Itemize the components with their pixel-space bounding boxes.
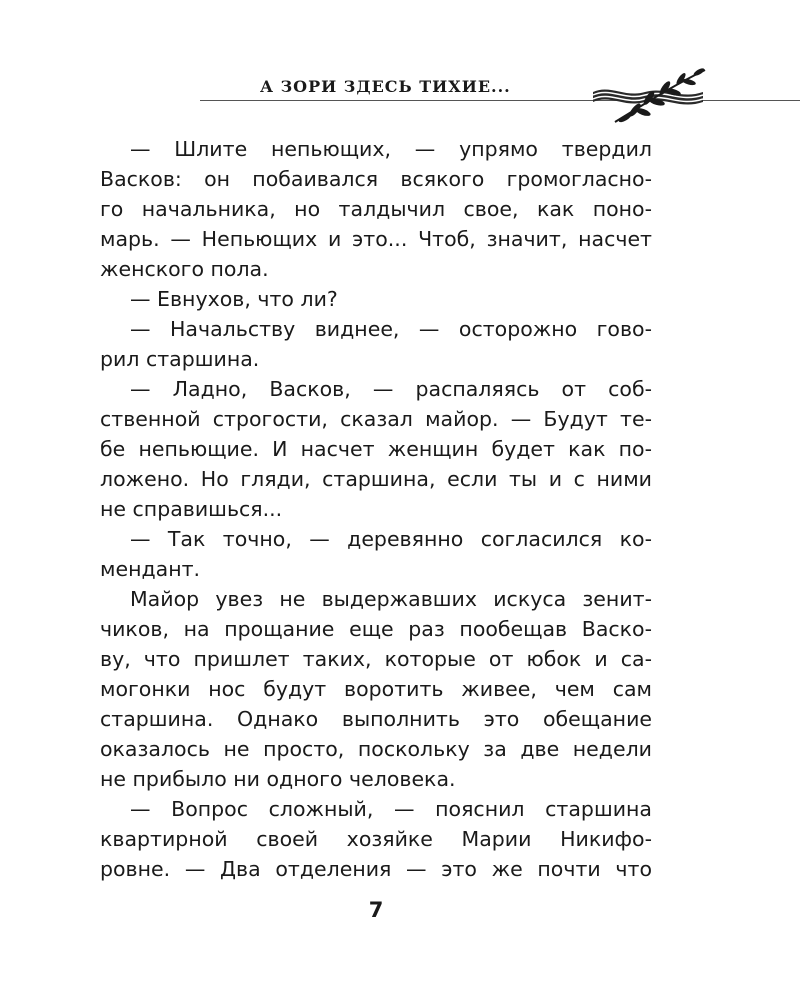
text-line: женского пола. — [100, 257, 269, 281]
text-line: бе непьющие. И насчет женщин будет как по- — [100, 437, 652, 461]
text-line: ственной строгости, сказал майор. — Будут те- — [100, 407, 652, 431]
text-line: Васков: он побаивался всякого громогласно- — [100, 167, 652, 191]
page-number: 7 — [368, 898, 384, 922]
text-line: ровне. — Два отделения — это же почти что — [100, 857, 652, 881]
text-line: ложено. Но гляди, старшина, если ты и с ними — [100, 467, 652, 491]
laurel-branch-ribbon-icon — [585, 62, 710, 132]
text-line: оказалось не просто, поскольку за две недели — [100, 737, 652, 761]
text-line: мендант. — [100, 557, 201, 581]
text-line: го начальника, но талдычил свое, как поно- — [100, 197, 652, 221]
running-header — [0, 60, 800, 140]
text-line: — Начальству виднее, — осторожно гово- — [130, 317, 652, 341]
text-line: старшина. Однако выполнить это обещание — [100, 707, 652, 731]
text-line: — Шлите непьющих, — упрямо твердил — [130, 137, 652, 161]
text-line: — Евнухов, что ли? — [130, 287, 338, 311]
text-line: не справишься... — [100, 497, 283, 521]
text-line: ву, что пришлет таких, которые от юбок и са- — [100, 647, 652, 671]
text-line: — Ладно, Васков, — распаляясь от соб- — [130, 377, 652, 401]
running-title: А ЗОРИ ЗДЕСЬ ТИХИЕ... — [260, 77, 511, 96]
text-line: рил старшина. — [100, 347, 260, 371]
text-line: чиков, на прощание еще раз пообещав Васко- — [100, 617, 652, 641]
text-line: не прибыло ни одного человека. — [100, 767, 456, 791]
text-line: могонки нос будут воротить живее, чем сам — [100, 677, 652, 701]
text-line: — Так точно, — деревянно согласился ко- — [130, 527, 652, 551]
text-line: — Вопрос сложный, — пояснил старшина — [130, 797, 652, 821]
text-line: марь. — Непьющих и это... Чтоб, значит, насчет — [100, 227, 652, 251]
text-line: квартирной своей хозяйке Марии Никифо- — [100, 827, 652, 851]
main-text — [100, 134, 652, 884]
text-line: Майор увез не выдержавших искуса зенит- — [130, 587, 652, 611]
header-rule — [200, 100, 800, 101]
